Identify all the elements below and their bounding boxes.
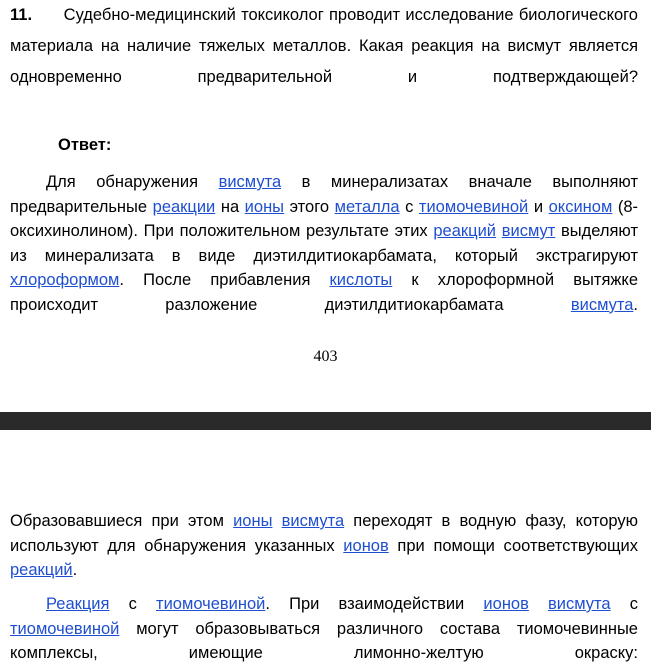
link-bismuth-4[interactable]: висмута — [281, 512, 345, 530]
link-bismuth-5[interactable]: висмута — [548, 595, 611, 613]
question-number: 11. — [10, 6, 33, 24]
link-metal[interactable]: металла — [334, 197, 400, 216]
text-run: переходят в водную фазу, которую используют для обнаружения указанных — [10, 512, 639, 555]
text-run: Образовавшиеся при этом — [10, 512, 234, 530]
text-run: (8-оксихинолином). При положительном результате этих — [10, 197, 639, 240]
continuation-paragraph — [10, 509, 638, 583]
text-run: при помощи соответствующих — [388, 536, 638, 555]
answer-paragraph — [10, 170, 638, 317]
link-bismuth[interactable]: висмута — [218, 173, 282, 191]
text-run: с — [109, 595, 157, 613]
text-run: . — [72, 561, 78, 579]
text-run: на — [215, 197, 245, 216]
link-chloroform[interactable]: хлороформом — [10, 271, 120, 289]
link-reaction[interactable]: Реакция — [46, 595, 110, 613]
page-separator — [0, 412, 651, 430]
text-run: с — [399, 197, 419, 216]
text-run: . При взаимодействии — [265, 595, 484, 613]
text-run: и — [528, 197, 549, 216]
link-reactions[interactable]: реакции — [152, 197, 216, 216]
link-ions-5[interactable]: ионов — [483, 595, 529, 613]
link-thiourea-2[interactable]: тиомочевиной — [156, 595, 266, 613]
text-run: в минерализатах вначале выполняют предварительные — [10, 173, 638, 216]
text-run: к хлороформной вытяжке происходит разложение диэтилдитиокарбамата — [10, 271, 638, 314]
link-reactions-2[interactable]: реакций — [433, 222, 497, 240]
link-ions[interactable]: ионы — [244, 197, 285, 216]
text-run: могут образовываться различного состава тиомочевинные комплексы, имеющие лимонно-желтую окраску: — [10, 619, 638, 662]
link-thiourea-3[interactable]: тиомочевиной — [10, 619, 120, 638]
text-run: этого — [284, 197, 335, 216]
text-run — [272, 512, 281, 530]
thiourea-paragraph — [10, 592, 638, 666]
page-number: 403 — [313, 348, 338, 365]
text-run: с — [610, 595, 638, 613]
question-text: Судебно-медицинский токсиколог проводит исследование биологического материала на наличие тяжелых металлов. Какая реакция на висмут является одновременно предварительной и подтверждающей? — [10, 6, 638, 86]
link-ions-3[interactable]: ионы — [233, 512, 273, 530]
link-acid[interactable]: кислоты — [329, 271, 393, 289]
answer-label: Ответ: — [58, 136, 112, 154]
text-run: . После прибавления — [119, 271, 330, 289]
text-run: . — [633, 295, 638, 314]
question-paragraph — [10, 0, 638, 93]
link-reactions-3[interactable]: реакций — [10, 561, 73, 579]
link-ions-4[interactable]: ионов — [343, 536, 389, 555]
link-oxine[interactable]: оксином — [548, 197, 613, 216]
link-thiourea[interactable]: тиомочевиной — [418, 197, 529, 216]
text-run — [529, 595, 548, 613]
page-bottom — [0, 430, 651, 669]
link-bismuth-3[interactable]: висмута — [570, 295, 634, 314]
text-run: Для обнаружения — [46, 173, 219, 191]
text-run: выделяют из минерализата в виде диэтилдитиокарбамата, который экстрагируют — [10, 222, 638, 265]
link-bismuth-2[interactable]: висмут — [501, 222, 556, 240]
